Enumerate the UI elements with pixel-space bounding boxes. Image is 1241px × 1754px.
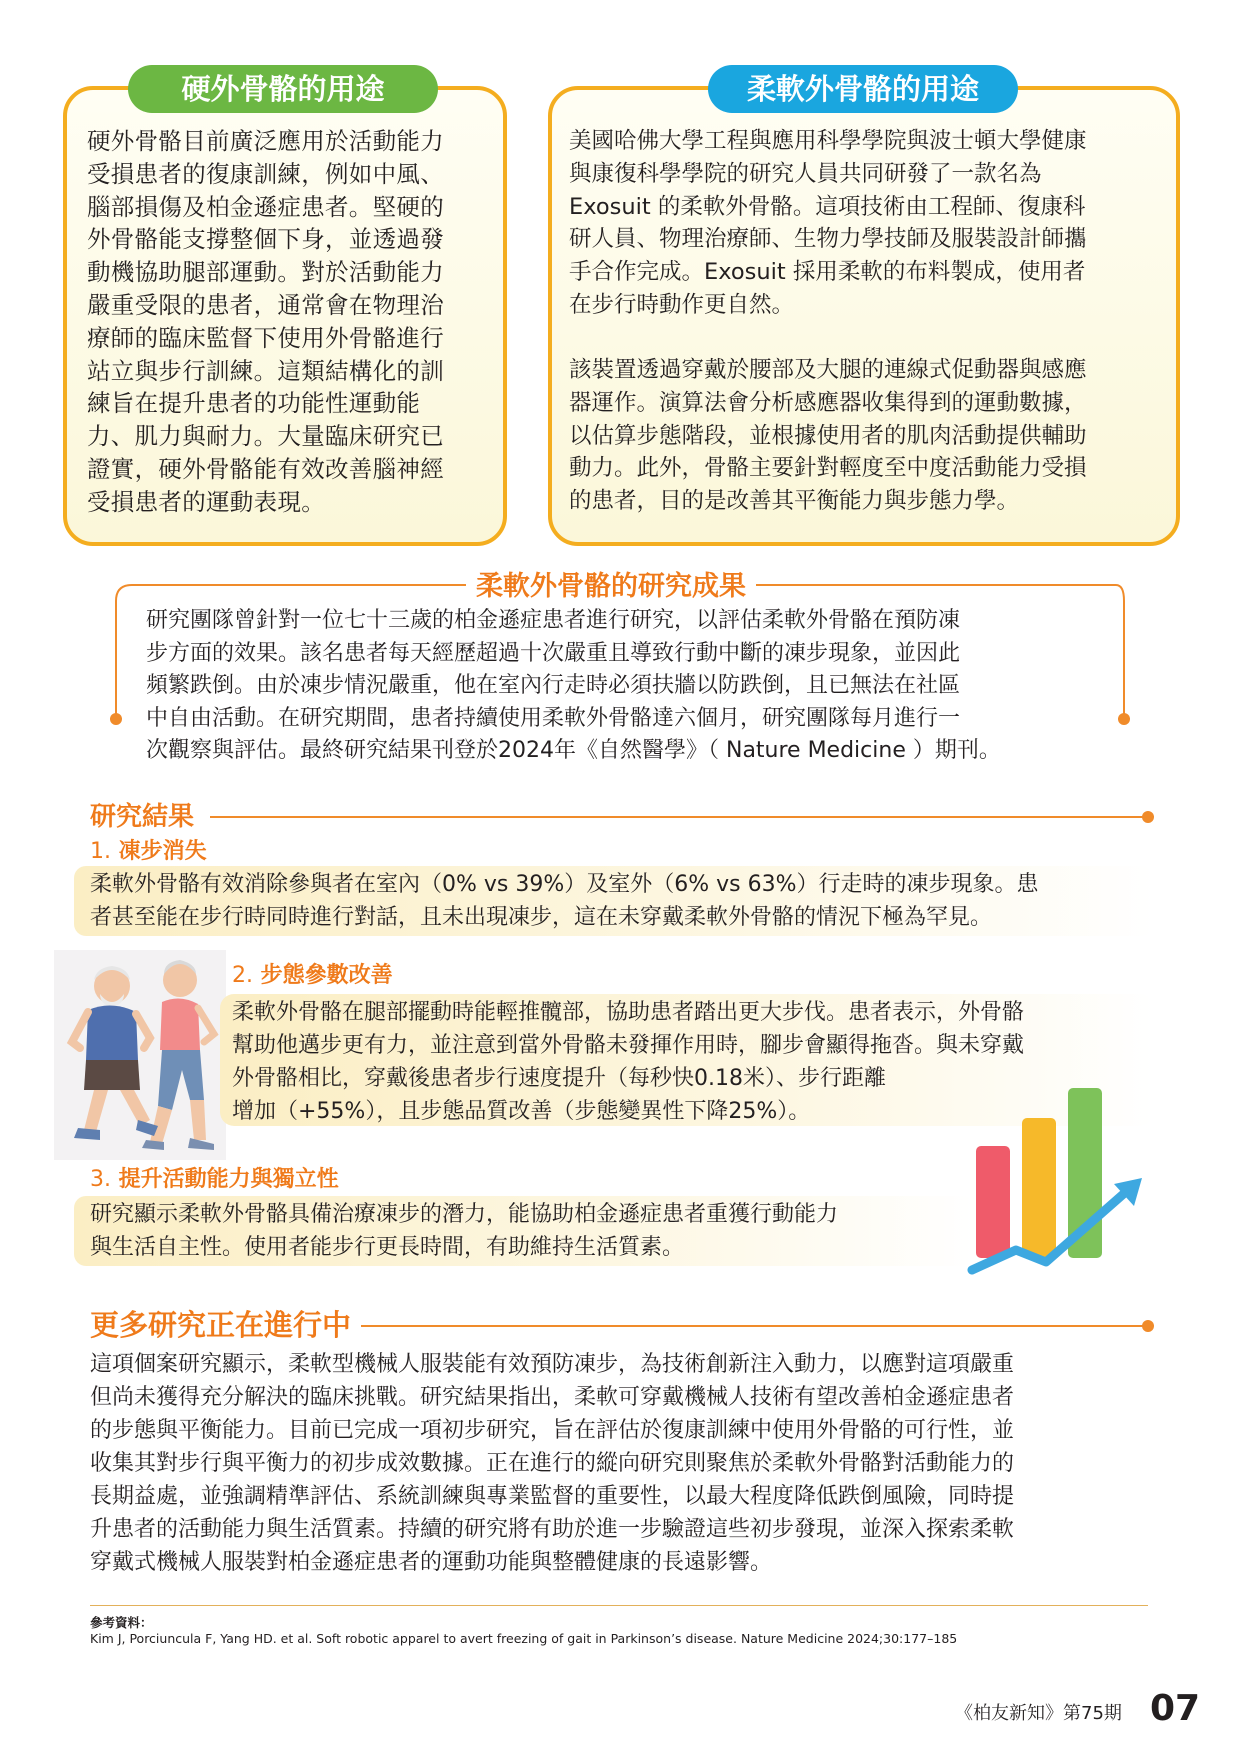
research-outcomes-title: 柔軟外骨骼的研究成果 — [466, 570, 756, 604]
reference-rule — [90, 1605, 1148, 1606]
growth-bar-yellow — [1022, 1118, 1056, 1258]
result-3-title — [90, 1166, 339, 1194]
result-2-heading: 步態參數改善 — [260, 963, 393, 988]
research-outcomes-text: 研究團隊曾針對一位七十三歲的柏金遜症患者進行研究，以評估柔軟外骨骼在預防凍 步方面的效果。該名患者每天經歷超過十次嚴重且導致行動中斷的凍步現象，並因此 頻繁跌倒。由於凍步情況嚴重，他在室內行走時必須扶牆以防跌倒，且已無法在社區 中自由活動。在研究期間，患者持續使用柔軟外骨骼達六個月，研究團隊每月進行一 次觀察與評估。最終研究結果刊登於2024年《自然醫學》（ Nature Medicine ）期刊。 — [146, 608, 1001, 763]
result-3-heading: 提升活動能力與獨立性 — [118, 1167, 339, 1192]
more-rule-dot — [1142, 1320, 1154, 1332]
results-rule — [210, 816, 1148, 818]
more-research-text: 這項個案研究顯示，柔軟型機械人服裝能有效預防凍步，為技術創新注入動力，以應對這項嚴重 但尚未獲得充分解決的臨床挑戰。研究結果指出，柔軟可穿戴機械人技術有望改善柏金遜症患者 的步態與平衡能力。目前已完成一項初步研究，旨在評估於復康訓練中使用外骨骼的可行性，並 收集其對步行與平衡力的初步成效數據。正在進行的縱向研究則聚焦於柔軟外骨骼對活動能力的 長期益處，並強調精準評估、系統訓練與專業監督的重要性，以最大程度降低跌倒風險，同時提 升患者的活動能力與生活質素。持續的研究將有助於進一步驗證這些初步發現，並深入探索柔軟 穿戴式機械人服裝對柏金遜症患者的運動功能與整體健康的長遠影響。 — [90, 1352, 1015, 1575]
hard-exoskeleton-title: 硬外骨骼的用途 — [128, 65, 438, 113]
soft-exoskeleton-title: 柔軟外骨骼的用途 — [708, 65, 1018, 113]
page-number: 07 — [1150, 1688, 1201, 1729]
issue-label: 《柏友新知》第75期 — [955, 1703, 1122, 1724]
hard-exoskeleton-text: 硬外骨骼目前廣泛應用於活動能力 受損患者的復康訓練，例如中風、 腦部損傷及柏金遜症患者。堅硬的 外骨骼能支撐整個下身，並透過發 動機協助腿部運動。對於活動能力 嚴重受限的患者，通常會在物理治 療師的臨床監督下使用外骨骼進行 站立與步行訓練。這類結構化的訓 練旨在提升患者的功能性運動能 力、肌力與耐力。大量臨床研究已 證實，硬外骨骼能有效改善腦神經 受損患者的運動表現。 — [87, 127, 444, 516]
growth-bar-chart-illustration — [966, 1080, 1152, 1280]
result-1-title — [90, 838, 207, 866]
result-2-title — [232, 962, 393, 990]
more-research-title: 更多研究正在進行中 — [90, 1308, 361, 1342]
soft-exoskeleton-para2: 該裝置透過穿戴於腰部及大腿的連線式促動器與感應 器運作。演算法會分析感應器收集得到的運動數據， 以估算步態階段，並根據使用者的肌肉活動提供輔助 動力。此外，骨骼主要針對輕度至中度活動能力受損 的患者，目的是改善其平衡能力與步態力學。 — [569, 357, 1087, 515]
reference-text: Kim J, Porciuncula F, Yang HD. et al. Soft robotic apparel to avert freezing of gait in Parkinson’s disease. Nature Medicine 2024;30:177–185 — [90, 1631, 958, 1646]
results-rule-dot — [1142, 811, 1154, 823]
result-3-text: 研究顯示柔軟外骨骼具備治療凍步的潛力，能協助柏金遜症患者重獲行動能力 與生活自主性。使用者能步行更長時間，有助維持生活質素。 — [90, 1202, 839, 1260]
growth-bar-red — [976, 1146, 1010, 1258]
result-3-number: 3. — [90, 1167, 111, 1192]
result-1-text: 柔軟外骨骼有效消除參與者在室內（0% vs 39%）及室外（6% vs 63%）行走時的凍步現象。患 者甚至能在步行時同時進行對話，且未出現凍步，這在未穿戴柔軟外骨骼的情況下極為罕見。 — [90, 872, 1039, 930]
result-2-number: 2. — [232, 963, 253, 988]
soft-exoskeleton-para1: 美國哈佛大學工程與應用科學學院與波士頓大學健康 與康復科學學院的研究人員共同研發了一款名為 Exosuit 的柔軟外骨骼。這項技術由工程師、復康科 研人員、物理治療師、生物力學技師及服裝設計師攜 手合作完成。Exosuit 採用柔軟的布料製成，使用者 在步行時動作更自然。 — [569, 128, 1087, 318]
result-1-number: 1. — [90, 839, 111, 864]
results-title: 研究結果 — [90, 800, 204, 834]
reference-label: 參考資料： — [90, 1615, 153, 1630]
elderly-couple-running-illustration — [54, 950, 226, 1160]
more-rule — [340, 1325, 1148, 1327]
result-1-heading: 凍步消失 — [118, 839, 207, 864]
result-2-text: 柔軟外骨骼在腿部擺動時能輕推髖部，協助患者踏出更大步伐。患者表示，外骨骼 幫助他邁步更有力，並注意到當外骨骼未發揮作用時，腳步會顯得拖沓。與未穿戴 外骨骼相比，穿戴後患者步行速度提升（每秒快0.18米）、步行距離 增加（+55%），且步態品質改善（步態變異性下降25%）。 — [232, 1000, 1025, 1124]
